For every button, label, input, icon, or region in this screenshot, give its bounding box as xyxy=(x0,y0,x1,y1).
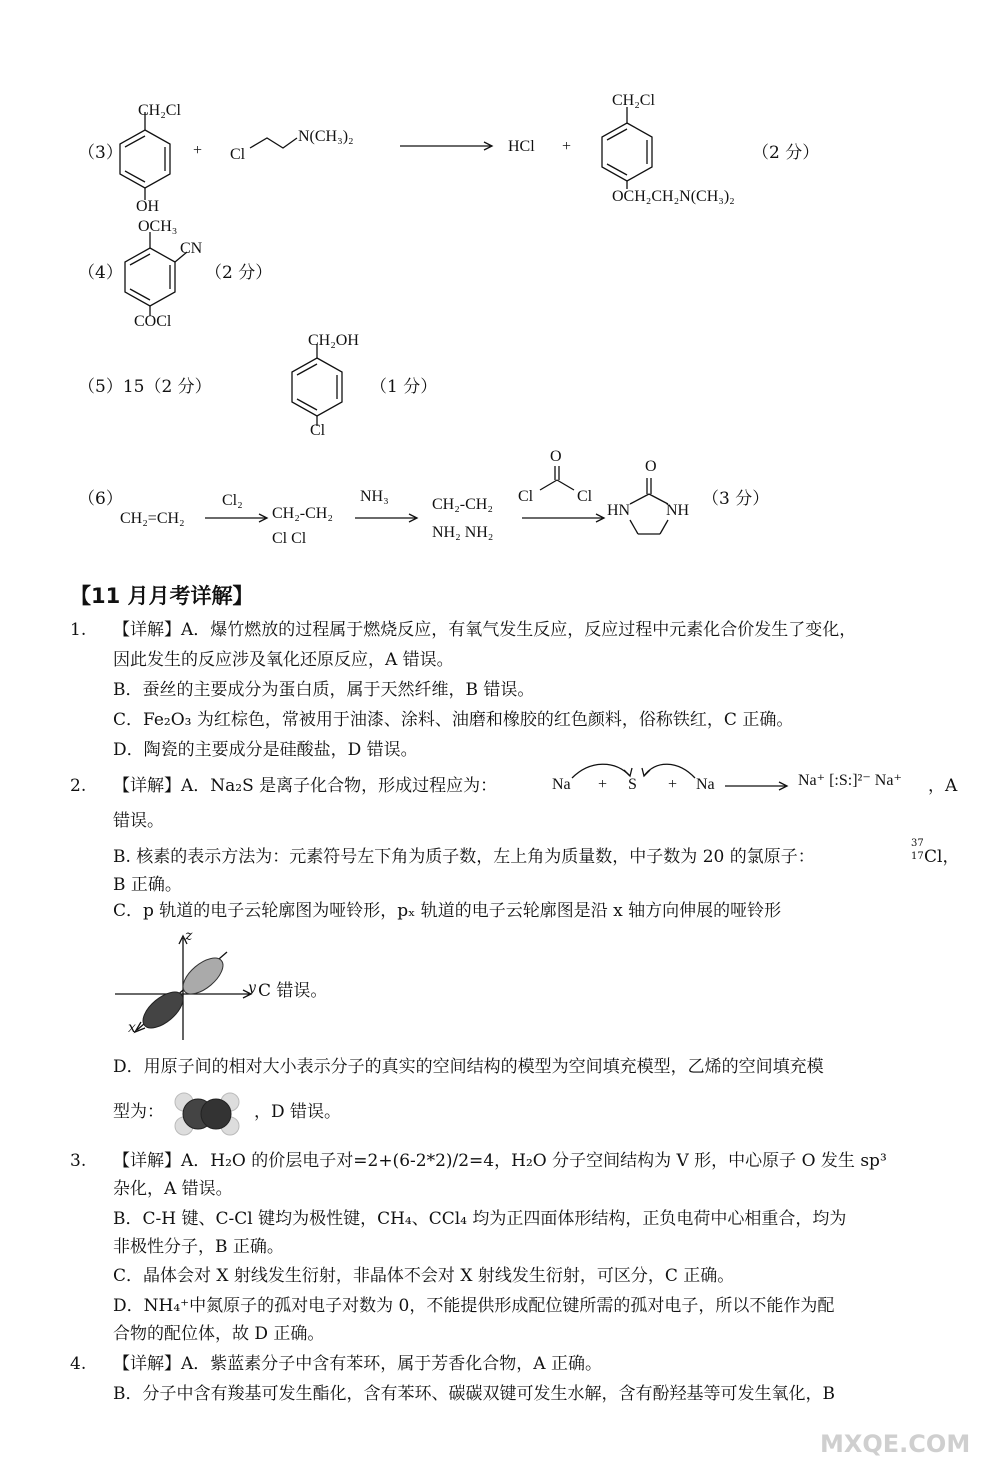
diamine-top: CH₂-CH₂ xyxy=(432,496,493,513)
arrow-1 xyxy=(205,512,275,524)
q2-line: B 正确。 xyxy=(113,875,182,895)
phosgene-cl-left: Cl xyxy=(518,488,534,505)
ethylene-label: CH₂=CH₂ xyxy=(120,510,185,527)
dichloroethane-top: CH₂-CH₂ xyxy=(272,505,333,522)
product-hn: HN xyxy=(607,502,631,519)
arrow-2 xyxy=(355,512,425,524)
score-3: （2 分） xyxy=(752,143,820,163)
cn-label: CN xyxy=(180,240,203,257)
q1-line: C．Fe₂O₃ 为红棕色，常被用于油漆、涂料、油磨和橡胶的红色颜料，俗称铁红，C 正确。 xyxy=(113,710,794,730)
s-atom: S xyxy=(628,776,637,793)
answer-5-label: （5）15（2 分） xyxy=(78,377,212,397)
na2s-product: Na⁺ [:S:]²⁻ Na⁺ xyxy=(798,772,902,789)
q3-line: C．晶体会对 X 射线发生衍射，非晶体不会对 X 射线发生衍射，可区分，C 正确。 xyxy=(113,1266,735,1286)
dichloroethane-bottom: Cl Cl xyxy=(272,530,307,547)
benzene-ring-1 xyxy=(110,122,180,198)
electron-transfer-arrows xyxy=(560,760,720,790)
question-number: 2. xyxy=(70,776,87,796)
phosgene-o: O xyxy=(550,448,562,465)
q3-line: 非极性分子，B 正确。 xyxy=(113,1237,284,1257)
q2-line: C．p 轨道的电子云轮廓图为哑铃形，pₓ 轨道的电子云轮廓图是沿 x 轴方向伸展的哑铃形 xyxy=(113,901,782,921)
nh3-reagent: NH₃ xyxy=(360,488,389,505)
q2-line: 【详解】A．Na₂S 是离子化合物，形成过程应为： xyxy=(113,776,498,796)
q2-line-tail: ，A xyxy=(928,776,958,796)
ch2cl-label: CH₂Cl xyxy=(138,102,181,119)
ether-chain-label: OCH₂CH₂N(CH₃)₂ xyxy=(612,188,735,205)
question-number: 1. xyxy=(70,620,87,640)
answer-4-label: （4） xyxy=(78,263,123,283)
x-axis-label: x xyxy=(128,1020,136,1036)
reaction-arrow xyxy=(400,140,500,152)
plus-sign-2: + xyxy=(562,138,572,155)
score-6: （3 分） xyxy=(702,489,770,509)
q3-line: 【详解】A．H₂O 的价层电子对=2+(6-2*2)/2=4，H₂O 分子空间结构为 V 形，中心原子 O 发生 sp³ xyxy=(113,1151,887,1171)
plus-sign: + xyxy=(193,142,203,159)
score-5: （1 分） xyxy=(370,377,438,397)
oh-label: OH xyxy=(136,198,160,215)
answer-6-label: （6） xyxy=(78,489,123,509)
q2-line: 型为： xyxy=(113,1102,164,1122)
watermark: MXQE.COM xyxy=(820,1430,971,1458)
q1-line: B．蚕丝的主要成分为蛋白质，属于天然纤维，B 错误。 xyxy=(113,680,535,700)
ethylene-space-filling-model xyxy=(172,1088,242,1140)
plus-sign: + xyxy=(668,776,678,793)
hcl-label: HCl xyxy=(508,138,535,155)
answer-3-label: （3） xyxy=(78,143,123,163)
px-orbital-figure xyxy=(115,930,265,1045)
diamine-bottom: NH₂ NH₂ xyxy=(432,524,494,541)
q2-c-verdict: C 错误。 xyxy=(258,981,328,1001)
q2-line: 错误。 xyxy=(113,811,164,831)
ch2cl-label-2: CH₂Cl xyxy=(612,92,655,109)
q1-line: D．陶瓷的主要成分是硅酸盐，D 错误。 xyxy=(113,740,418,760)
na-atom-left: Na xyxy=(552,776,571,793)
q1-line: 【详解】A．爆竹燃放的过程属于燃烧反应，有氧气发生反应，反应过程中元素化合价发生了变化， xyxy=(113,620,857,640)
q3-line: B．C-H 键、C-Cl 键均为极性键，CH₄、CCl₄ 均为正四面体形结构，正负电荷中心相重合，均为 xyxy=(113,1209,847,1229)
product-nh: NH xyxy=(666,502,690,519)
product-o: O xyxy=(645,458,657,475)
q4-line: 【详解】A．紫蓝素分子中含有苯环，属于芳香化合物，A 正确。 xyxy=(113,1354,602,1374)
q2-line: B. 核素的表示方法为：元素符号左下角为质子数，左上角为质量数，中子数为 20 的氯原子： xyxy=(113,847,815,867)
q3-line: 合物的配位体，故 D 正确。 xyxy=(113,1324,325,1344)
atomic-number: 17 xyxy=(911,851,924,862)
cocl-label: COCl xyxy=(134,313,172,330)
chloroethyl-chain xyxy=(245,130,305,170)
cl-label: Cl xyxy=(230,146,246,163)
q3-line: 杂化，A 错误。 xyxy=(113,1179,233,1199)
ch2oh-label: CH₂OH xyxy=(308,332,359,349)
question-number: 3. xyxy=(70,1151,87,1171)
cl2-reagent: Cl₂ xyxy=(222,492,243,509)
score-4: （2 分） xyxy=(205,263,273,283)
nme2-label: N(CH₃)₂ xyxy=(298,128,354,145)
na-atom-right: Na xyxy=(696,776,715,793)
q2-line: ，D 错误。 xyxy=(254,1102,342,1122)
q1-line: 因此发生的反应涉及氧化还原反应，A 错误。 xyxy=(113,650,454,670)
q2-line: D．用原子间的相对大小表示分子的真实的空间结构的模型为空间填充模型，乙烯的空间填充模 xyxy=(113,1057,824,1077)
q4-line: B．分子中含有羧基可发生酯化，含有苯环、碳碳双键可发生水解，含有酚羟基等可发生氧化，B xyxy=(113,1384,835,1404)
arrow-3 xyxy=(522,512,612,524)
q3-line: D．NH₄⁺中氮原子的孤对电子对数为 0，不能提供形成配位键所需的孤对电子，所以不能作为配 xyxy=(113,1296,835,1316)
section-title: 【11 月月考详解】 xyxy=(70,584,254,608)
y-axis-label: y xyxy=(248,980,256,996)
cl-label-5: Cl xyxy=(310,422,326,439)
mass-number: 37 xyxy=(911,838,924,849)
chlorine-symbol: Cl， xyxy=(924,847,960,867)
reaction-arrow xyxy=(725,780,795,792)
question-number: 4. xyxy=(70,1354,87,1374)
benzene-ring-4 xyxy=(282,350,352,426)
och3-label: OCH₃ xyxy=(138,218,178,235)
plus-sign: + xyxy=(598,776,608,793)
phosgene-cl-right: Cl xyxy=(577,488,593,505)
benzene-ring-2 xyxy=(592,115,662,191)
z-axis-label: z xyxy=(185,928,193,944)
